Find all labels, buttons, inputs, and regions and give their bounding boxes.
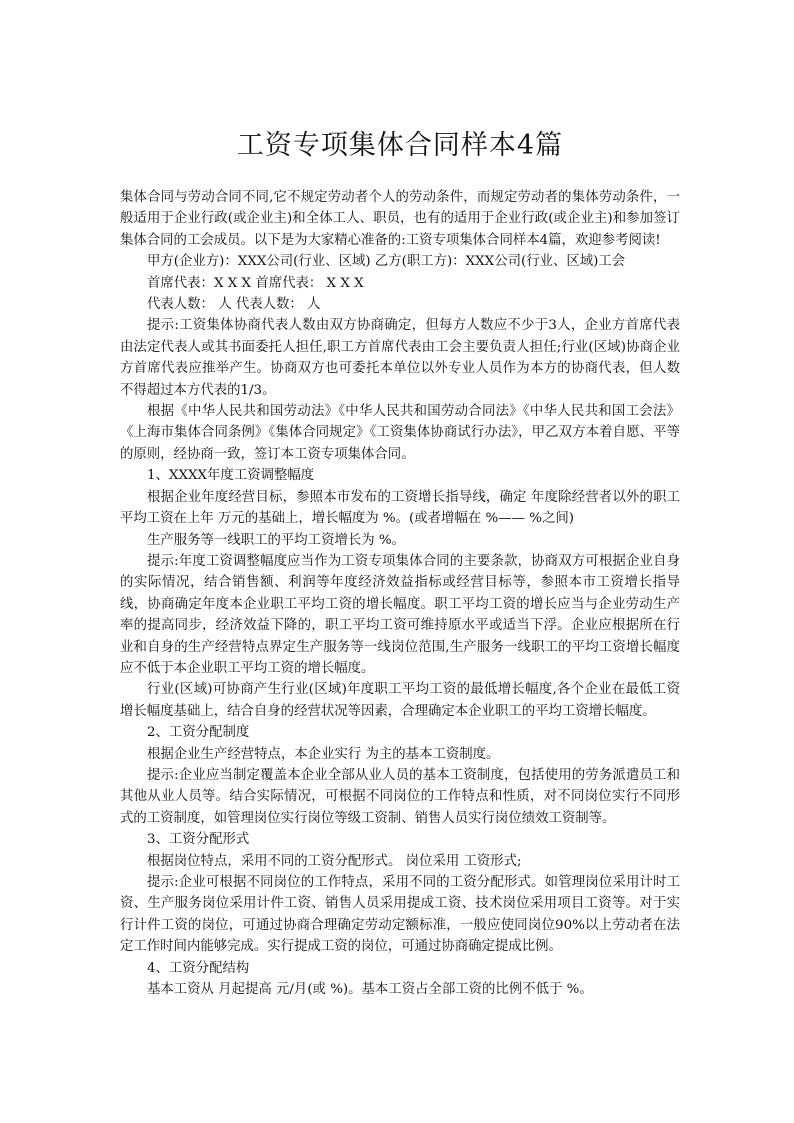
paragraph: 提示:企业应当制定覆盖本企业全部从业人员的基本工资制度，包括使用的劳务派遣员工和其他从业人员等。结合实际情况，可根据不同岗位的工作特点和性质，对不同岗位实行不同形式的工资制度，如管理岗位实行岗位等级工资制、销售人员实行岗位绩效工资制等。 xyxy=(120,767,680,826)
paragraph: 生产服务等一线职工的平均工资增长为 %。 xyxy=(147,532,406,548)
paragraph: 甲方(企业方)：XXX公司(行业、区域) 乙方(职工方)：XXX公司(行业、区域)工会 xyxy=(147,254,626,270)
document-title: 工资专项集体合同样本4篇 xyxy=(236,130,564,161)
paragraph: 3、工资分配形式 xyxy=(147,832,250,848)
paragraph: 4、工资分配结构 xyxy=(147,960,250,976)
paragraph: 基本工资从 月起提高 元/月(或 %)。基本工资占全部工资的比例不低于 %。 xyxy=(147,982,593,998)
paragraph: 首席代表：X X X 首席代表： X X X xyxy=(147,275,364,291)
paragraph: 根据《中华人民共和国劳动法》《中华人民共和国劳动合同法》《中华人民共和国工会法》《上海市集体合同条例》《集体合同规定》《工资集体协商试行办法》，甲乙双方本着自愿、平等的原则，经协商一致，签订本工资专项集体合同。 xyxy=(120,404,680,462)
document-body xyxy=(120,187,680,1000)
paragraph: 根据企业年度经营目标，参照本市发布的工资增长指导线，确定 年度除经营者以外的职工平均工资在上年 万元的基础上，增长幅度为 %。(或者增幅在 %—— %之间) xyxy=(120,489,680,527)
paragraph: 1、XXXX年度工资调整幅度 xyxy=(147,468,315,484)
paragraph: 提示:年度工资调整幅度应当作为工资专项集体合同的主要条款，协商双方可根据企业自身的实际情况，结合销售额、利润等年度经济效益指标或经营目标等，参照本市工资增长指导线，协商确定年度本企业职工平均工资的增长幅度。职工平均工资的增长应当与企业劳动生产率的提高同步，经济效益下降的，职工平均工资可维持原水平或适当下浮。企业应根据所在行业和自身的生产经营特点界定生产服务等一线岗位范围,生产服务一线职工的平均工资增长幅度应不低于本企业职工平均工资的增长幅度。 xyxy=(120,553,680,676)
paragraph: 集体合同与劳动合同不同,它不规定劳动者个人的劳动条件，而规定劳动者的集体劳动条件，一般适用于企业行政(或企业主)和全体工人、职员，也有的适用于企业行政(或企业主)和参加签订集体合同的工会成员。以下是为大家精心准备的:工资专项集体合同样本4篇，欢迎参考阅读! xyxy=(120,190,680,248)
paragraph: 根据岗位特点，采用不同的工资分配形式。 岗位采用 工资形式; xyxy=(147,853,522,869)
document-page xyxy=(120,126,680,1000)
paragraph: 提示:企业可根据不同岗位的工作特点，采用不同的工资分配形式。如管理岗位采用计时工资、生产服务岗位采用计件工资、销售人员采用提成工资、技术岗位采用项目工资等。对于实行计件工资的岗位，可通过协商合理确定劳动定额标准，一般应使同岗位90%以上劳动者在法定工作时间内能够完成。实行提成工资的岗位，可通过协商确定提成比例。 xyxy=(120,875,680,955)
paragraph: 提示:工资集体协商代表人数由双方协商确定，但每方人数应不少于3人，企业方首席代表由法定代表人或其书面委托人担任,职工方首席代表由工会主要负责人担任;行业(区域)协商企业方首席代表应推举产生。协商双方也可委托本单位以外专业人员作为本方的协商代表，但人数不得超过本方代表的1/3。 xyxy=(120,318,680,398)
paragraph: 行业(区域)可协商产生行业(区域)年度职工平均工资的最低增长幅度,各个企业在最低工资增长幅度基础上，结合自身的经营状况等因素，合理确定本企业职工的平均工资增长幅度。 xyxy=(120,682,680,719)
paragraph: 2、工资分配制度 xyxy=(147,725,250,741)
paragraph: 代表人数： 人 代表人数： 人 xyxy=(147,297,321,313)
paragraph: 根据企业生产经营特点，本企业实行 为主的基本工资制度。 xyxy=(147,746,500,762)
